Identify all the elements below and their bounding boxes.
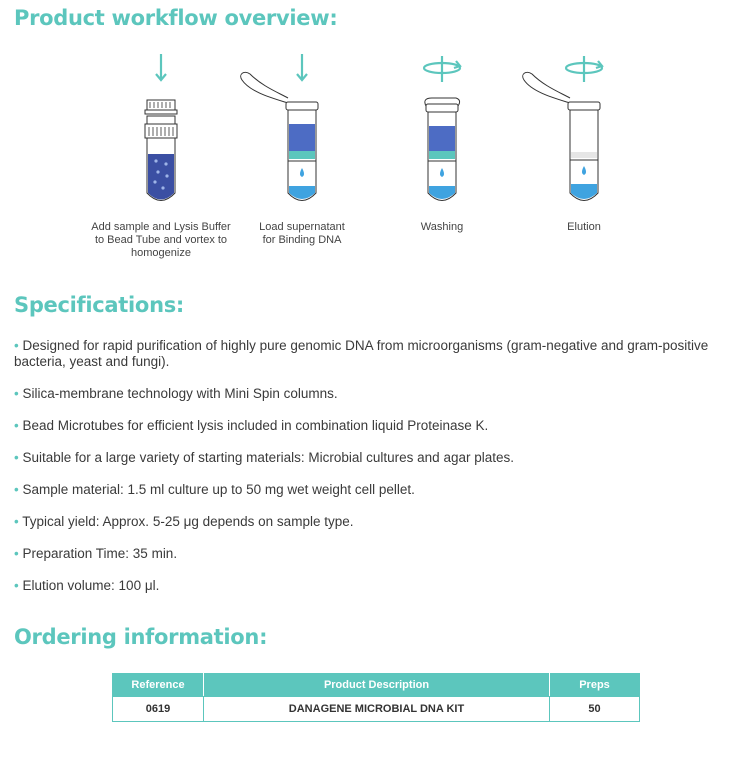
bead-tube-illustration: [145, 54, 177, 201]
spin-column-wash-illustration: [424, 56, 460, 201]
table-row: [113, 697, 640, 722]
bullet-icon: •: [14, 418, 19, 433]
spec-item-text: Sample material: 1.5 ml culture up to 50 mg wet weight cell pellet.: [22, 482, 415, 497]
spec-item: [14, 450, 719, 466]
ordering-table: [112, 673, 640, 722]
spec-item-text: Bead Microtubes for efficient lysis included in combination liquid Proteinase K.: [22, 418, 489, 433]
table-header-row: [113, 674, 640, 697]
cell-preps: 50: [550, 697, 640, 722]
workflow-title: Product workflow overview:: [14, 6, 338, 30]
arrow-down-icon: [156, 54, 166, 80]
spec-item: [14, 578, 719, 594]
step-label-load: Load supernatant for Binding DNA: [259, 221, 345, 246]
spec-item: [14, 418, 719, 434]
workflow-diagram: [91, 48, 655, 263]
rotation-icon: [424, 56, 460, 82]
bullet-icon: •: [14, 450, 19, 465]
ordering-title: Ordering information:: [14, 625, 268, 649]
spin-column-elution-illustration: [523, 56, 602, 201]
bullet-icon: •: [14, 514, 19, 529]
spec-item-text: Suitable for a large variety of starting materials: Microbial cultures and agar plates.: [22, 450, 514, 465]
spec-item: [14, 546, 719, 562]
spec-item-text: Designed for rapid purification of highly pure genomic DNA from microorganisms (gram-negative and gram-positive bacteria, yeast and fungi).: [14, 338, 709, 369]
spec-item-text: Elution volume: 100 μl.: [22, 578, 160, 593]
specifications-title: Specifications:: [14, 293, 185, 317]
spec-item: [14, 386, 719, 402]
arrow-down-icon: [297, 54, 307, 80]
spec-item: [14, 338, 719, 370]
workflow-illustration: [95, 48, 655, 218]
cell-reference: 0619: [113, 697, 204, 722]
column-header-description: Product Description: [204, 674, 550, 697]
spin-column-load-illustration: [241, 54, 318, 201]
spec-item-text: Typical yield: Approx. 5-25 μg depends on sample type.: [22, 514, 354, 529]
step-label-lysis: Add sample and Lysis Buffer to Bead Tube and vortex to homogenize: [91, 221, 231, 259]
spec-item: [14, 482, 719, 498]
bullet-icon: •: [14, 386, 19, 401]
column-header-reference: Reference: [113, 674, 204, 697]
spec-item: [14, 514, 719, 530]
bullet-icon: •: [14, 546, 19, 561]
bullet-icon: •: [14, 338, 19, 353]
bullet-icon: •: [14, 482, 19, 497]
column-header-preps: Preps: [550, 674, 640, 697]
bullet-icon: •: [14, 578, 19, 593]
rotation-icon: [566, 56, 602, 82]
spec-item-text: Preparation Time: 35 min.: [22, 546, 178, 561]
cell-description: DANAGENE MICROBIAL DNA KIT: [204, 697, 550, 722]
spec-item-text: Silica-membrane technology with Mini Spin columns.: [22, 386, 338, 401]
step-label-washing: Washing: [420, 221, 464, 233]
step-label-elution: Elution: [567, 221, 601, 233]
